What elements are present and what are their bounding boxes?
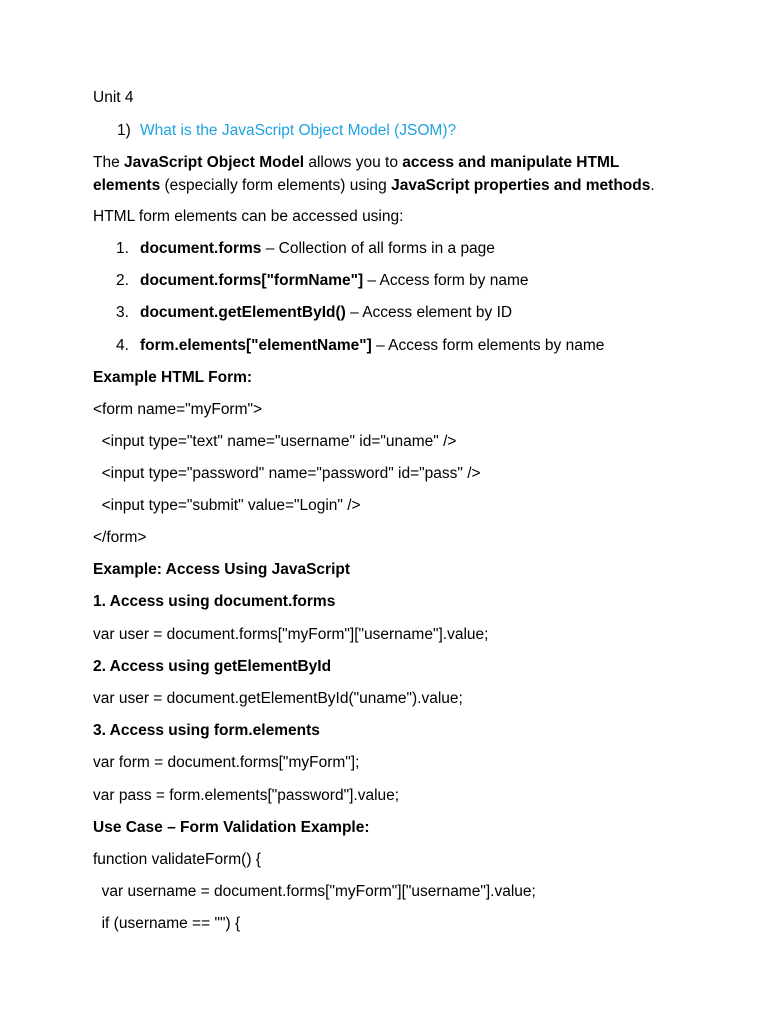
method-heading: 3. Access using form.elements bbox=[93, 722, 320, 739]
list-desc: – Access form by name bbox=[363, 272, 529, 289]
intro-line-2 bbox=[93, 176, 655, 196]
method-heading: 1. Access using document.forms bbox=[93, 593, 336, 610]
unit-title: Unit 4 bbox=[93, 89, 134, 106]
question-number: 1) bbox=[117, 122, 131, 139]
intro-term: JavaScript Object Model bbox=[124, 154, 305, 171]
intro-term: elements bbox=[93, 177, 161, 194]
question-title: What is the JavaScript Object Model (JSOM)? bbox=[140, 122, 457, 139]
intro-line-1 bbox=[93, 153, 619, 173]
section-heading: Example: Access Using JavaScript bbox=[93, 561, 351, 578]
code-line: var user = document.getElementById("uname").value; bbox=[93, 690, 463, 707]
intro-text: allows you to bbox=[304, 154, 403, 171]
code-line: var user = document.forms["myForm"]["username"].value; bbox=[93, 626, 489, 643]
list-item bbox=[140, 271, 529, 291]
code-line: <form name="myForm"> bbox=[93, 401, 263, 418]
intro-text: The bbox=[93, 154, 125, 171]
section-heading: Example HTML Form: bbox=[93, 369, 253, 386]
intro-text: (especially form elements) using bbox=[160, 177, 392, 194]
access-heading: HTML form elements can be accessed using: bbox=[93, 208, 404, 225]
list-desc: – Access element by ID bbox=[345, 304, 513, 321]
intro-text: . bbox=[650, 177, 655, 194]
code-line: <input type="password" name="password" id="pass" /> bbox=[93, 465, 481, 482]
list-number: 3. bbox=[116, 304, 129, 321]
list-term: document.getElementById() bbox=[140, 304, 346, 321]
code-line: function validateForm() { bbox=[93, 851, 261, 868]
list-number: 1. bbox=[116, 240, 129, 257]
list-number: 4. bbox=[116, 337, 129, 354]
code-line: <input type="submit" value="Login" /> bbox=[93, 497, 361, 514]
code-line: </form> bbox=[93, 529, 147, 546]
method-heading: 2. Access using getElementById bbox=[93, 658, 332, 675]
list-item bbox=[140, 303, 512, 323]
code-line: <input type="text" name="username" id="uname" /> bbox=[93, 433, 457, 450]
list-number: 2. bbox=[116, 272, 129, 289]
list-desc: – Collection of all forms in a page bbox=[261, 240, 495, 257]
section-heading: Use Case – Form Validation Example: bbox=[93, 819, 370, 836]
list-item bbox=[140, 336, 604, 356]
list-item bbox=[140, 239, 495, 259]
code-line: if (username == "") { bbox=[93, 915, 241, 932]
list-term: form.elements["elementName"] bbox=[140, 337, 372, 354]
intro-term: access and manipulate HTML bbox=[402, 154, 620, 171]
intro-term: JavaScript properties and methods bbox=[391, 177, 651, 194]
code-line: var pass = form.elements["password"].value; bbox=[93, 787, 400, 804]
code-line: var form = document.forms["myForm"]; bbox=[93, 754, 360, 771]
code-line: var username = document.forms["myForm"]["username"].value; bbox=[93, 883, 536, 900]
list-desc: – Access form elements by name bbox=[371, 337, 605, 354]
list-term: document.forms["formName"] bbox=[140, 272, 364, 289]
list-term: document.forms bbox=[140, 240, 262, 257]
